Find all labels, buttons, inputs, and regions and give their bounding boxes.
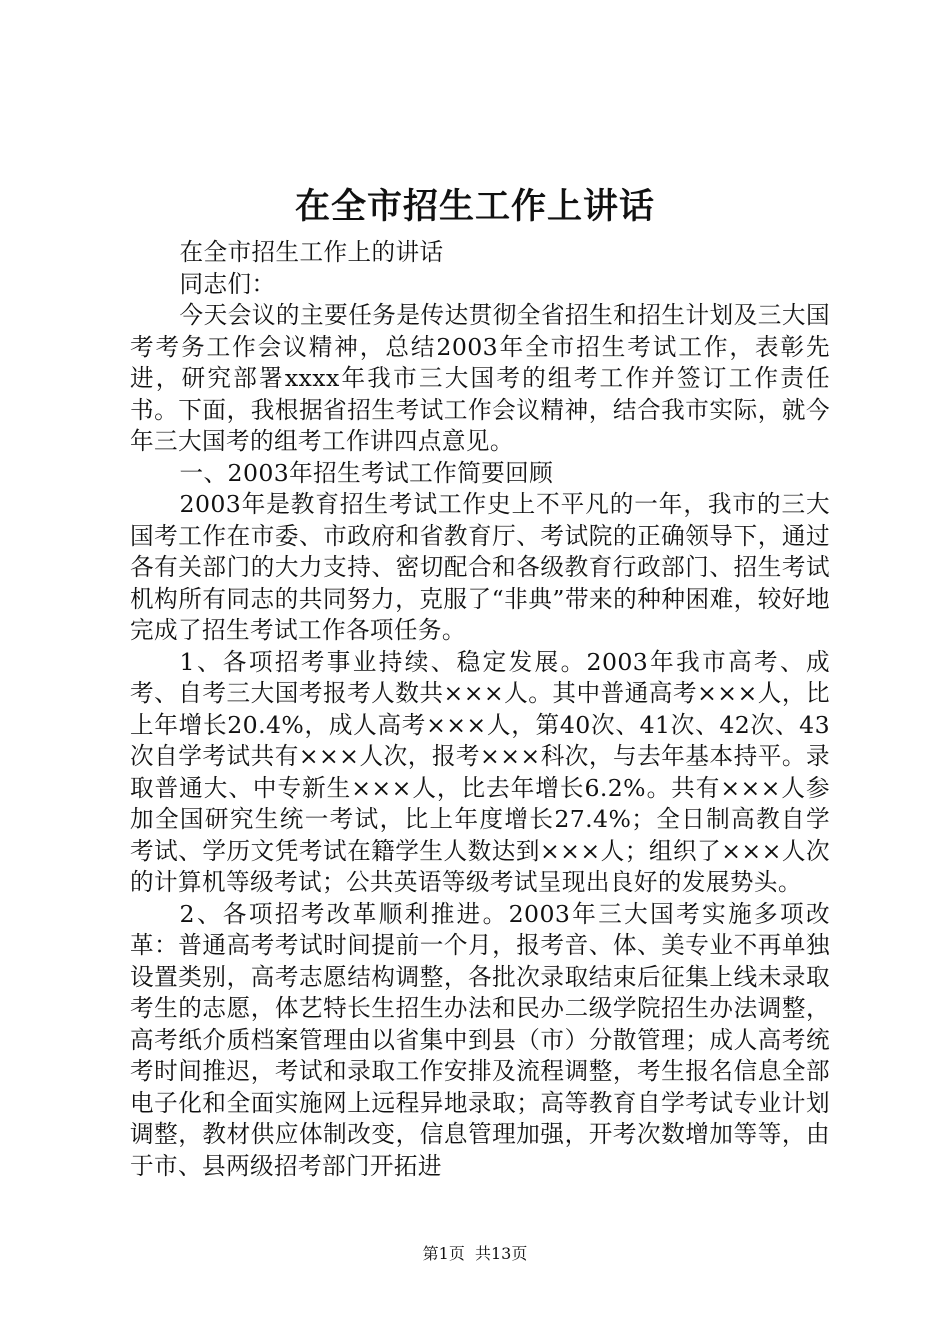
document-body [130,237,830,1182]
paragraph: 同志们： [179,269,276,298]
paragraph: 一、2003年招生考试工作简要回顾 [179,458,554,487]
paragraph: 1、各项招考事业持续、稳定发展。2003年我市高考、成考、自考三大国考报考人数共×××人。其中普通高考×××人，比上年增长20.4%，成人高考×××人，第40次、41次、42次、43次自学考试共有×××人次，报考×××科次，与去年基本持平。录取普通大、中专新生×××人，比去年增长6.2%。共有×××人参加全国研究生统一考试，比上年度增长27.4%；全日制高教自学考试、学历文凭考试在籍学生人数达到×××人；组织了×××人次的计算机等级考试；公共英语等级考试呈现出良好的发展势头。 [130,647,830,896]
paragraph: 2、各项招考改革顺利推进。2003年三大国考实施多项改革：普通高考考试时间提前一个月，报考音、体、美专业不再单独设置类别，高考志愿结构调整，各批次录取结束后征集上线未录取考生的志愿，体艺特长生招生办法和民办二级学院招生办法调整，高考纸介质档案管理由以省集中到县（市）分散管理；成人高考统考时间推迟，考试和录取工作安排及流程调整，考生报名信息全部电子化和全面实施网上远程异地录取；高等教育自学考试专业计划调整，教材供应体制改变，信息管理加强，开考次数增加等等，由于市、县两级招考部门开拓进 [130,899,830,1180]
document-title: 在全市招生工作上讲话 [294,187,655,227]
page-number: 第1页 共13页 [422,1244,528,1263]
paragraph: 今天会议的主要任务是传达贯彻全省招生和招生计划及三大国考考务工作会议精神，总结2003年全市招生考试工作，表彰先进，研究部署xxxx年我市三大国考的组考工作并签订工作责任书。下面，我根据省招生考试工作会议精神，结合我市实际，就今年三大国考的组考工作讲四点意见。 [130,301,830,455]
paragraph: 在全市招生工作上的讲话 [179,238,444,266]
paragraph: 2003年是教育招生考试工作史上不平凡的一年，我市的三大国考工作在市委、市政府和省教育厅、考试院的正确领导下，通过各有关部门的大力支持、密切配合和各级教育行政部门、招生考试机构所有同志的共同努力，克服了“非典”带来的种种困难，较好地完成了招生考试工作各项任务。 [130,490,830,644]
page-footer [0,1242,950,1266]
